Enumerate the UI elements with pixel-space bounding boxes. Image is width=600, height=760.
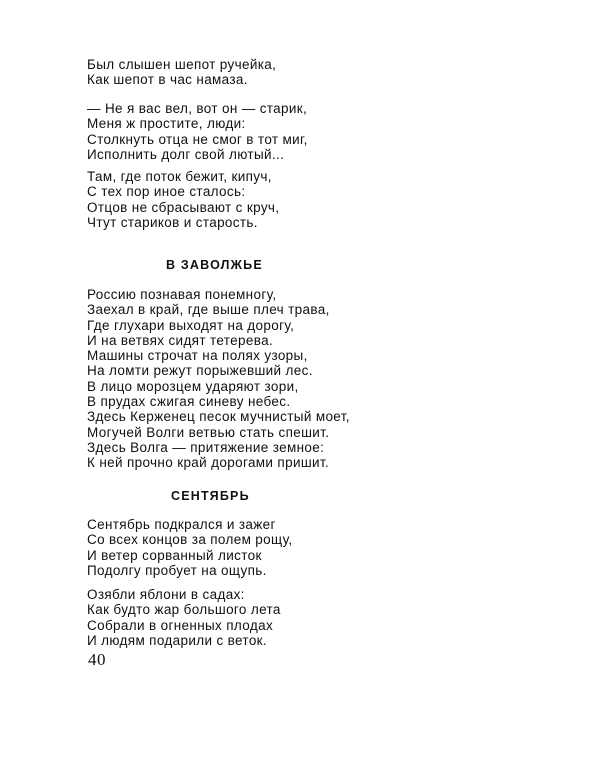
poem-line: Озябли яблони в садах: — [87, 587, 245, 602]
poem-line: Подолгу пробует на ощупь. — [87, 562, 267, 578]
poem-line: И на ветвях сидят тетерева. — [87, 332, 274, 348]
poem-sentyabr-stanza-1 — [87, 517, 293, 578]
poem-line: Где глухари выходят на дорогу, — [87, 317, 295, 333]
poem-line: И ветер сорванный листок — [87, 547, 262, 563]
poem-title-sentyabr: СЕНТЯБРЬ — [171, 489, 250, 503]
stanza-1 — [87, 57, 276, 88]
poem-line: Машины строчат на полях узоры, — [87, 348, 308, 364]
poem-line: Столкнуть отца не смог в тот миг, — [87, 131, 308, 147]
poem-line: Собрали в огненных плодах — [87, 617, 274, 633]
stanza-2 — [87, 101, 308, 162]
poem-title-zavolzhye: В ЗАВОЛЖЬЕ — [166, 258, 263, 272]
poem-line: Исполнить долг свой лютый... — [87, 146, 285, 162]
page-number: 40 — [88, 650, 106, 669]
poem-line: На ломти режут порыжевший лес. — [87, 363, 313, 379]
poem-zavolzhye-body — [87, 287, 350, 471]
poem-line: С тех пор иное сталось: — [87, 184, 246, 200]
poem-line: Могучей Волги ветвью стать спешит. — [87, 424, 330, 440]
poem-line: Как шепот в час намаза. — [87, 72, 248, 88]
stanza-3 — [87, 169, 279, 230]
poem-sentyabr-stanza-2 — [87, 587, 281, 648]
poem-line: Сентябрь подкрался и зажег — [87, 517, 276, 532]
poem-line: Со всех концов за полем рощу, — [87, 532, 293, 548]
poem-line: К ней прочно край дорогами пришит. — [87, 455, 330, 471]
poem-line: Здесь Керженец песок мучнистый моет, — [87, 409, 350, 425]
poem-line: Россию познавая понемногу, — [87, 287, 277, 302]
poem-line: Там, где поток бежит, кипуч, — [87, 169, 272, 184]
poem-line: Был слышен шепот ручейка, — [87, 57, 277, 72]
poem-line: Как будто жар большого лета — [87, 602, 281, 618]
poem-line: Меня ж простите, люди: — [87, 116, 246, 132]
poem-line: В лицо морозцем ударяют зори, — [87, 378, 299, 394]
poem-line: Заехал в край, где выше плеч трава, — [87, 302, 330, 318]
poem-line: — Не я вас вел, вот он — старик, — [87, 101, 308, 116]
poem-line: Чтут стариков и старость. — [87, 214, 258, 230]
poem-line: И людям подарили с веток. — [87, 632, 268, 648]
poem-line: Здесь Волга — притяжение земное: — [87, 439, 325, 455]
poem-line: Отцов не сбрасывают с круч, — [87, 199, 280, 215]
poem-line: В прудах сжигая синеву небес. — [87, 394, 291, 410]
